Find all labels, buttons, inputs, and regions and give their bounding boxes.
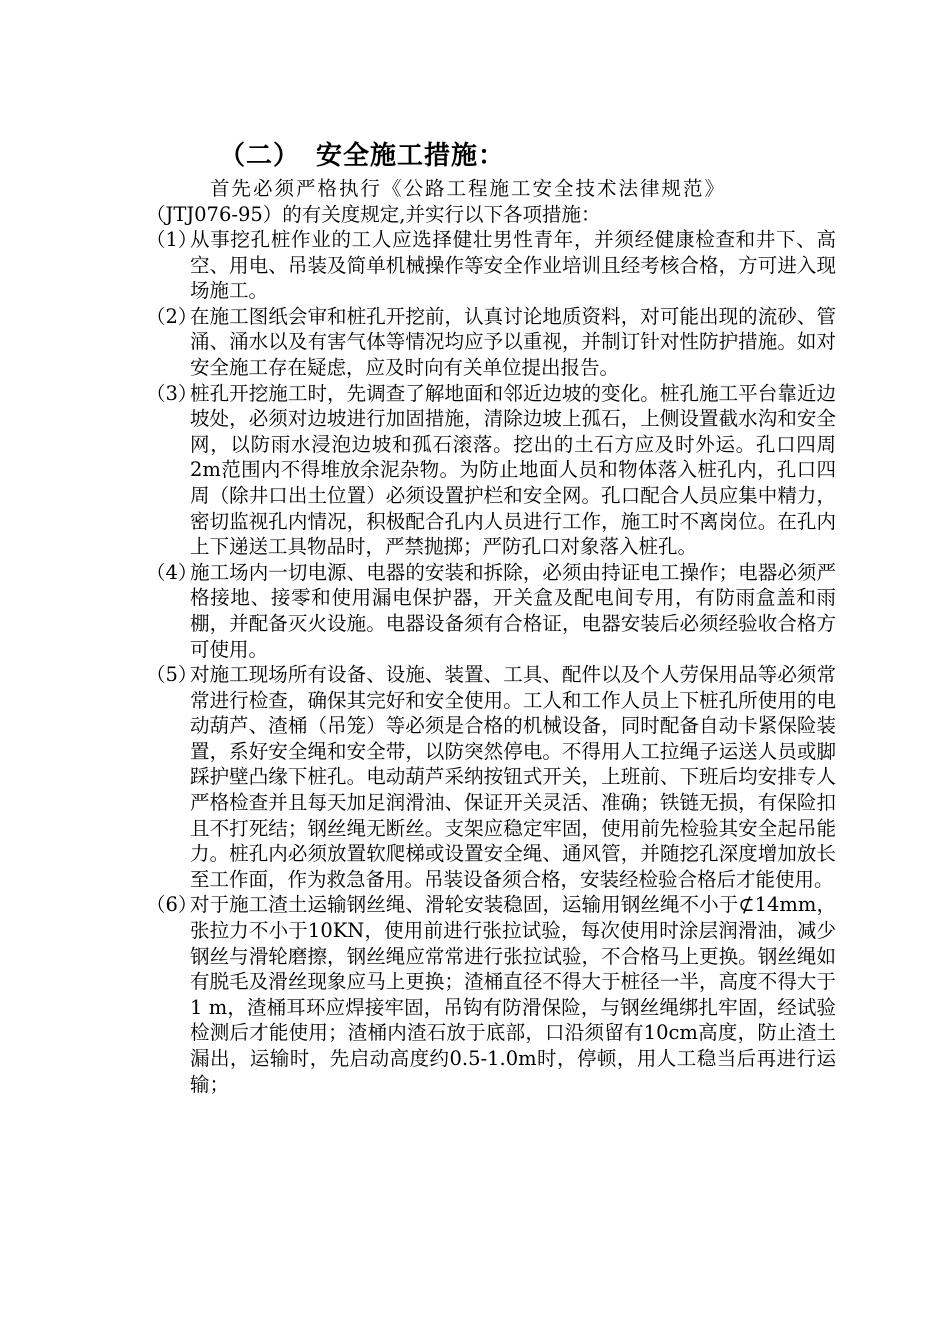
- section-title: 安全施工措施：: [316, 141, 506, 171]
- item-marker: （2）: [146, 304, 198, 328]
- section-number: （二）: [219, 141, 301, 171]
- item-text: 对施工现场所有设备、设施、装置、工具、配件以及个人劳保用品等必须常常进行检查，确保其完好和安全使用。工人和工作人员上下桩孔所使用的电动葫芦、渣桶（吊笼）等必须是合格的机械设备，同时配备自动卡紧保险装置，系好安全绳和安全带，以防突然停电。不得用人工拉绳子运送人员或脚踩护壁凸缘下桩孔。电动葫芦采纳按钮式开关，上班前、下班后均安排专人严格检查并且每天加足润滑油、保证开关灵活、准确；铁链无损，有保险扣且不打死结；钢丝绳无断丝。支架应稳定牢固，使用前先检验其安全起吊能力。桩孔内必须放置软爬梯或设置安全绳、通风管，并随挖孔深度增加放长至工作面，作为救急备用。吊装设备须合格，安装经检验合格后才能使用。: [190, 663, 836, 891]
- list-item: [146, 227, 836, 304]
- measures-list: [146, 227, 836, 1097]
- item-text: 对于施工渣土运输钢丝绳、滑轮安装稳固，运输用钢丝绳不小于⊄14mm，张拉力不小于10KN，使用前进行张拉试验，每次使用时涂层润滑油，减少钢丝与滑轮磨擦，钢丝绳应常常进行张拉试验，不合格马上更换。钢丝绳如有脱毛及滑丝现象应马上更换；渣桶直径不得大于桩径一半，高度不得大于1 m，渣桶耳环应焊接牢固，吊钩有防滑保险，与钢丝绳绑扎牢固，经试验检测后才能使用；渣桶内渣石放于底部，口沿须留有10cm高度，防止渣土漏出，运输时，先启动高度约0.5-1.0m时，停顿，用人工稳当后再进行运输；: [190, 893, 836, 1096]
- intro-paragraph: [146, 176, 836, 227]
- list-item: [146, 662, 836, 892]
- item-text: 桩孔开挖施工时，先调查了解地面和邻近边坡的变化。桩孔施工平台靠近边坡处，必须对边坡进行加固措施，清除边坡上孤石，上侧设置截水沟和安全网，以防雨水浸泡边坡和孤石滚落。挖出的土石方应及时外运。孔口四周2m范围内不得堆放余泥杂物。为防止地面人员和物体落入桩孔内，孔口四周（除井口出土位置）必须设置护栏和安全网。孔口配合人员应集中精力，密切监视孔内情况，积极配合孔内人员进行工作，施工时不离岗位。在孔内上下递送工具物品时，严禁抛掷；严防孔口对象落入桩孔。: [190, 381, 836, 559]
- item-marker: （5）: [146, 663, 198, 687]
- section-heading: [219, 135, 505, 172]
- item-marker: （4）: [146, 560, 198, 584]
- item-marker: （3）: [146, 381, 198, 405]
- intro-line-1: 首先必须严格执行《公路工程施工安全技术法律规范》: [210, 177, 727, 200]
- item-marker: （1）: [146, 228, 198, 251]
- list-item: [146, 892, 836, 1097]
- list-item: [146, 304, 836, 381]
- item-marker: （6）: [146, 893, 198, 917]
- list-item: [146, 560, 836, 662]
- item-text: 从事挖孔桩作业的工人应选择健壮男性青年，并须经健康检查和井下、高空、用电、吊装及简单机械操作等安全作业培训且经考核合格，方可进入现场施工。: [190, 228, 836, 303]
- intro-line-2: （JTJ076-95）的有关度规定,并实行以下各项措施：: [146, 202, 601, 226]
- list-item: [146, 381, 836, 560]
- item-text: 在施工图纸会审和桩孔开挖前，认真讨论地质资料，对可能出现的流砂、管涌、涌水以及有害气体等情况均应予以重视，并制订针对性防护措施。如对安全施工存在疑虑，应及时向有关单位提出报告。: [190, 304, 836, 379]
- item-text: 施工场内一切电源、电器的安装和拆除，必须由持证电工操作；电器必须严格接地、接零和使用漏电保护器，开关盒及配电间专用，有防雨盒盖和雨棚，并配备灭火设施。电器设备须有合格证，电器安装后必须经验收合格方可使用。: [190, 560, 836, 661]
